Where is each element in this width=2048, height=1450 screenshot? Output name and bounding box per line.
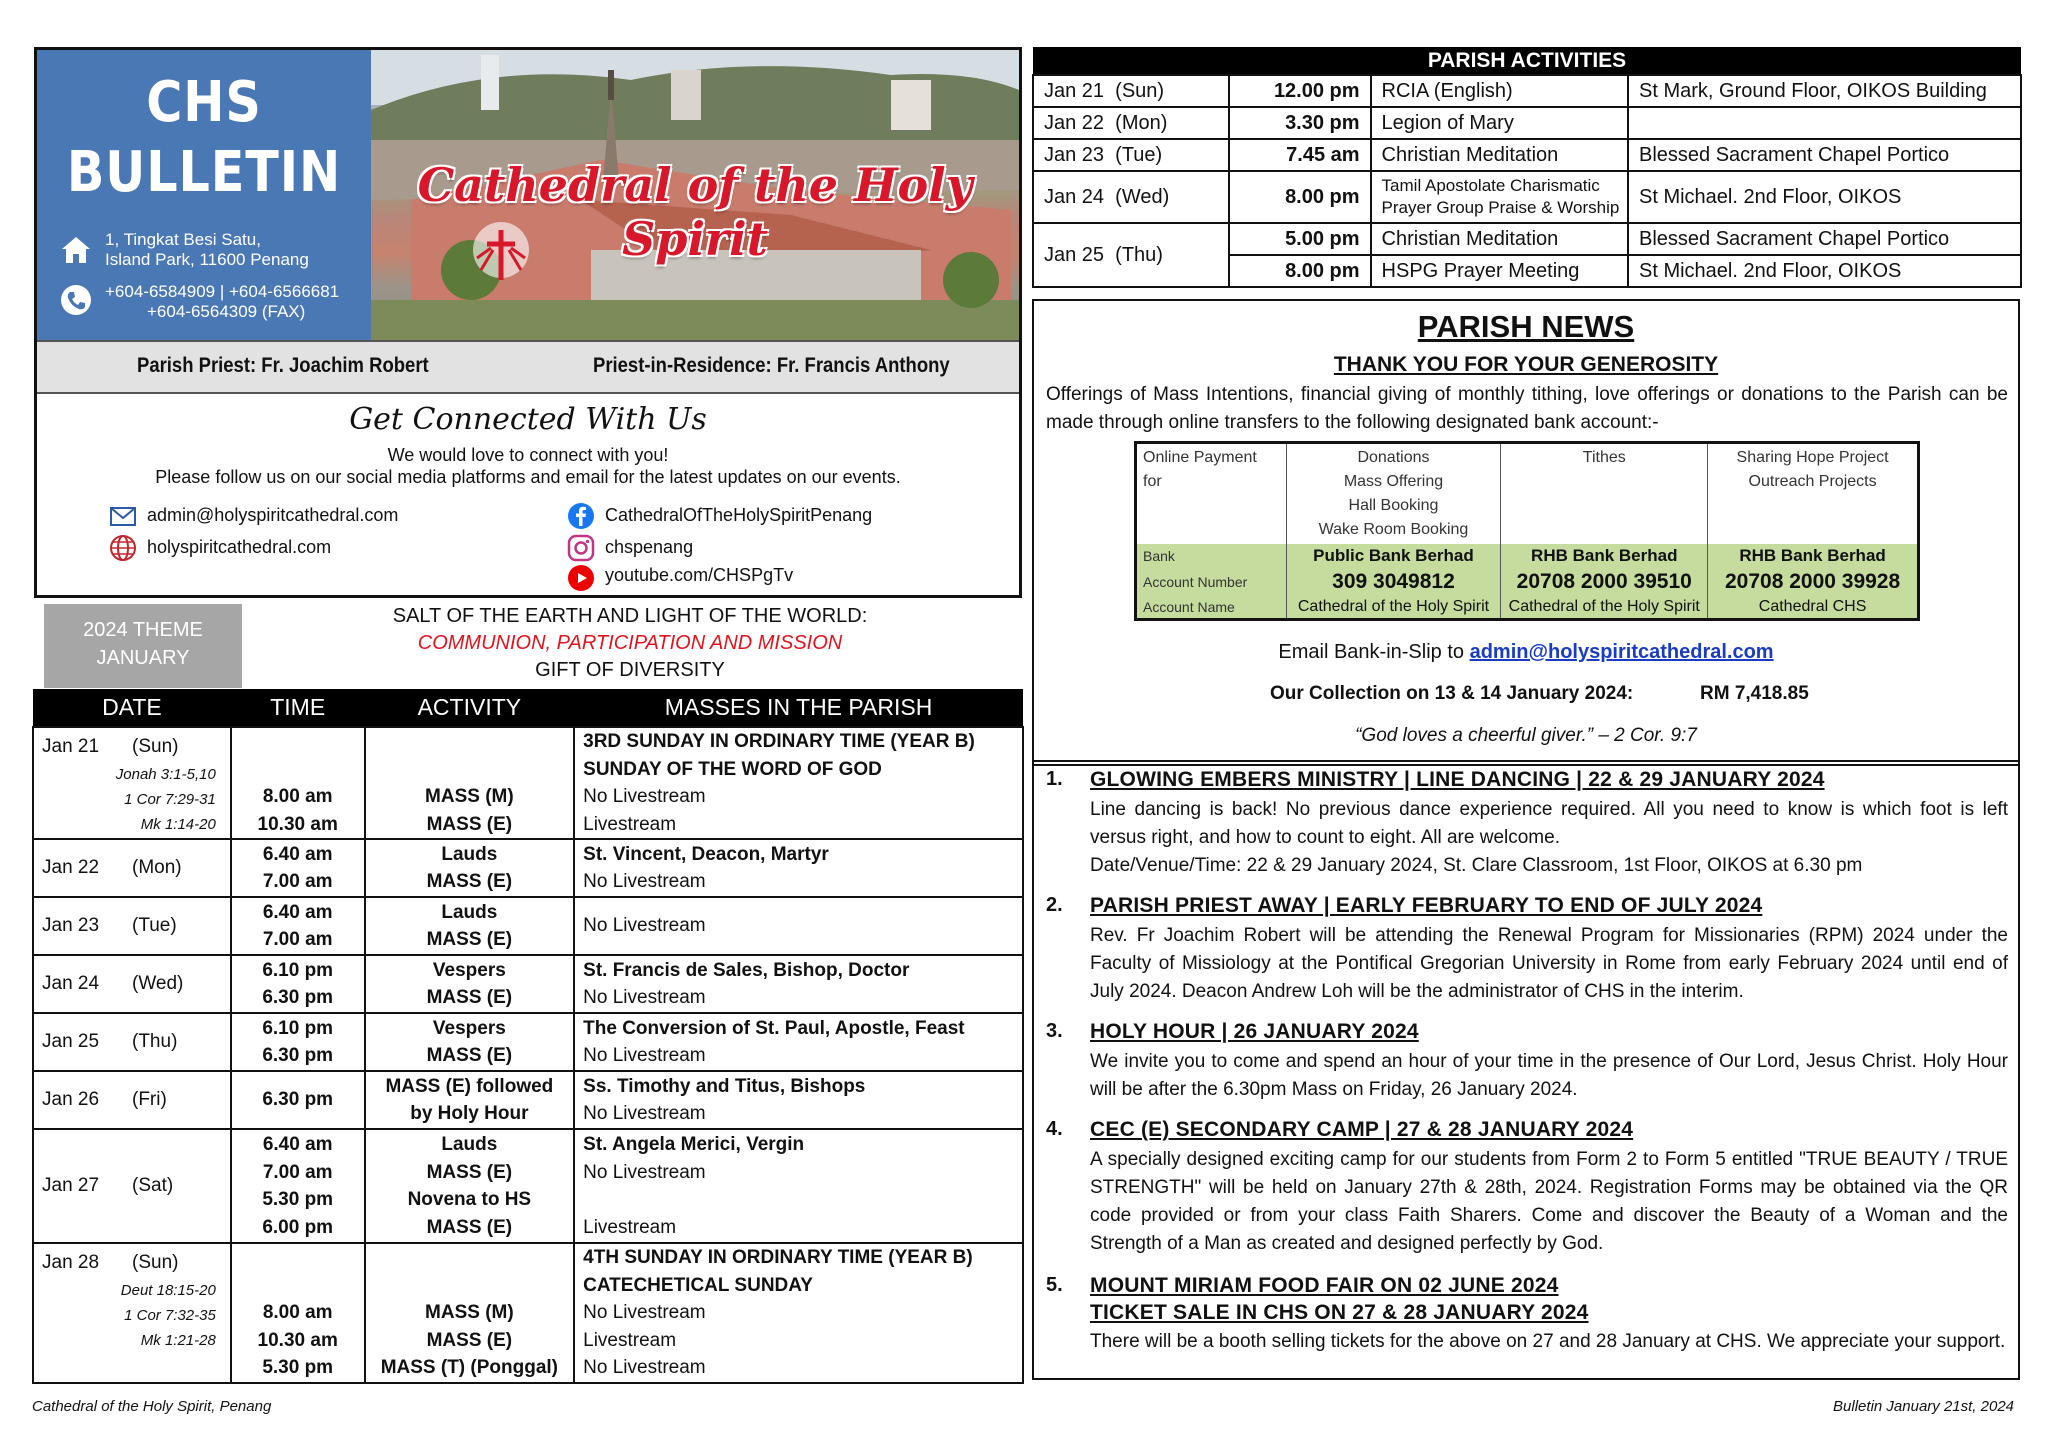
mass-row bbox=[33, 727, 1023, 839]
mass-detail: No Livestream bbox=[583, 786, 706, 807]
theme-line-1: SALT OF THE EARTH AND LIGHT OF THE WORLD: bbox=[392, 605, 868, 627]
mass-detail-cell bbox=[574, 1243, 1023, 1383]
mass-time: 6.10 pm bbox=[262, 1017, 334, 1039]
bulletin-title: CHS BULLETIN bbox=[66, 70, 342, 205]
activity-time: 8.00 pm bbox=[1229, 171, 1371, 223]
mass-detail: No Livestream bbox=[583, 987, 706, 1008]
theme-year: 2024 THEME bbox=[83, 619, 203, 641]
mass-activity: Lauds bbox=[441, 1134, 498, 1155]
mass-day: (Sun) bbox=[132, 1252, 179, 1273]
mass-time-cell bbox=[231, 1243, 365, 1383]
mass-row bbox=[33, 839, 1023, 897]
mass-detail: 3RD SUNDAY IN ORDINARY TIME (YEAR B) bbox=[583, 731, 975, 752]
mass-reading: 1 Cor 7:29-31 bbox=[124, 791, 216, 808]
cathedral-name: Cathedral of the Holy Spirit bbox=[417, 158, 973, 266]
col-header-time: TIME bbox=[231, 689, 365, 727]
purpose-col-2: Tithes bbox=[1501, 443, 1708, 545]
activity-name: Christian Meditation bbox=[1371, 223, 1628, 255]
activity-row bbox=[1033, 139, 2021, 171]
mass-activity: MASS (E) bbox=[426, 1216, 513, 1238]
item-number: 1. bbox=[1046, 768, 1063, 790]
mass-detail: No Livestream bbox=[583, 915, 706, 937]
bank-account-table bbox=[1134, 441, 1920, 621]
mass-detail-cell bbox=[574, 1129, 1023, 1243]
bank-name-1: Public Bank Berhad bbox=[1286, 544, 1501, 568]
facebook-link[interactable]: CathedralOfTheHolySpiritPenang bbox=[605, 505, 873, 525]
label-online-payment: Online Payment for bbox=[1136, 443, 1287, 545]
theme-label-box bbox=[44, 604, 242, 688]
mass-time: 10.30 am bbox=[257, 813, 338, 835]
mass-time: 6.00 pm bbox=[262, 1216, 334, 1238]
mass-time: 8.00 am bbox=[262, 786, 333, 807]
activity-name: Legion of Mary bbox=[1371, 107, 1628, 139]
mass-date: Jan 21 bbox=[42, 736, 100, 757]
mass-detail: The Conversion of St. Paul, Apostle, Feast bbox=[583, 1017, 965, 1039]
mass-time-cell bbox=[231, 955, 365, 1013]
mass-time-cell bbox=[231, 1129, 365, 1243]
activity-venue: Blessed Sacrament Chapel Portico bbox=[1628, 139, 2021, 171]
account-name-1: Cathedral of the Holy Spirit bbox=[1286, 596, 1501, 620]
item-body: We invite you to come and spend an hour of your time in the presence of Our Lord, Jesus Christ. Holy Hour will be after the 6.30pm Mass on Friday, 26 January 2024. bbox=[1090, 1051, 2008, 1100]
generosity-title: THANK YOU FOR YOUR GENEROSITY bbox=[1333, 353, 1719, 376]
activity-row bbox=[1033, 223, 2021, 255]
label-bank: Bank bbox=[1136, 544, 1287, 568]
activity-date: Jan 21 (Sun) bbox=[1033, 75, 1229, 107]
activity-time: 12.00 pm bbox=[1229, 75, 1371, 107]
mass-schedule-table bbox=[32, 689, 1024, 1384]
mass-detail: No Livestream bbox=[583, 1045, 706, 1066]
connect-title: Get Connected With Us bbox=[349, 402, 707, 437]
bank-name-2: RHB Bank Berhad bbox=[1501, 544, 1708, 568]
mass-detail: 4TH SUNDAY IN ORDINARY TIME (YEAR B) bbox=[583, 1247, 973, 1269]
mass-reading: Mk 1:14-20 bbox=[140, 816, 216, 833]
mass-date-cell bbox=[33, 955, 231, 1013]
theme-line-3: GIFT OF DIVERSITY bbox=[535, 659, 725, 681]
mass-table-body bbox=[33, 727, 1023, 1383]
activity-date: Jan 24 (Wed) bbox=[1033, 171, 1229, 223]
mass-reading: Jonah 3:1-5,10 bbox=[115, 766, 216, 783]
phone-icon bbox=[59, 283, 93, 317]
account-number-3: 20708 2000 39928 bbox=[1708, 568, 1919, 596]
account-name-2: Cathedral of the Holy Spirit bbox=[1501, 596, 1708, 620]
item-title: HOLY HOUR | 26 JANUARY 2024 bbox=[1090, 1020, 1419, 1043]
mass-date-cell bbox=[33, 1243, 231, 1383]
item-body: Line dancing is back! No previous dance experience required. All you need to know is which foot is left versus right, and how to count to eight. All are welcome. bbox=[1090, 799, 2008, 848]
mass-activity: MASS (M) bbox=[425, 1302, 514, 1324]
mass-time bbox=[240, 728, 356, 756]
youtube-icon bbox=[567, 564, 595, 592]
contact-email-link[interactable]: admin@holyspiritcathedral.com bbox=[147, 505, 399, 525]
item-number: 5. bbox=[1046, 1274, 1063, 1296]
mass-activity: MASS (E) bbox=[426, 1161, 513, 1183]
contact-website-link[interactable]: holyspiritcathedral.com bbox=[147, 537, 332, 557]
mass-time-cell bbox=[231, 839, 365, 897]
mass-activity: Lauds bbox=[441, 843, 498, 865]
mass-activity-cell bbox=[365, 1243, 575, 1383]
mass-date-cell bbox=[33, 897, 231, 955]
phone-line-2: +604-6564309 (FAX) bbox=[147, 302, 306, 321]
mass-time: 10.30 am bbox=[257, 1329, 338, 1351]
mass-row bbox=[33, 897, 1023, 955]
mass-day: (Thu) bbox=[132, 1031, 178, 1052]
mass-detail-cell bbox=[574, 727, 1023, 839]
mass-activity bbox=[374, 1244, 566, 1272]
mass-detail: No Livestream bbox=[583, 871, 706, 892]
mass-activity: MASS (E) followed bbox=[385, 1075, 554, 1097]
mass-day: (Fri) bbox=[132, 1089, 167, 1110]
mass-activity: MASS (E) bbox=[426, 1045, 513, 1066]
youtube-link[interactable]: youtube.com/CHSPgTv bbox=[605, 565, 794, 585]
mass-activity: MASS (E) bbox=[426, 871, 513, 892]
mass-detail-cell bbox=[574, 839, 1023, 897]
email-slip-line bbox=[1034, 641, 2018, 664]
item-body-detail: Date/Venue/Time: 22 & 29 January 2024, St. Clare Classroom, 1st Floor, OIKOS at 6.30 pm bbox=[1090, 855, 1863, 876]
theme-month: JANUARY bbox=[96, 647, 190, 669]
mass-reading: Deut 18:15-20 bbox=[120, 1282, 216, 1299]
mass-time: 8.00 am bbox=[262, 1302, 333, 1324]
mass-activity: Vespers bbox=[432, 959, 506, 981]
item-title: PARISH PRIEST AWAY | EARLY FEBRUARY TO END OF JULY 2024 bbox=[1090, 894, 1763, 917]
bulletin-header bbox=[34, 47, 1022, 598]
activity-name: HSPG Prayer Meeting bbox=[1371, 255, 1628, 287]
mass-date: Jan 24 bbox=[42, 973, 100, 994]
mass-time: 7.00 am bbox=[262, 1161, 333, 1183]
mass-detail: CATECHETICAL SUNDAY bbox=[583, 1274, 813, 1296]
mass-detail: SUNDAY OF THE WORD OF GOD bbox=[583, 758, 882, 780]
mass-activity-cell bbox=[365, 897, 575, 955]
mass-date-cell bbox=[33, 727, 231, 839]
theme-line-2: COMMUNION, PARTICIPATION AND MISSION bbox=[417, 632, 843, 654]
activity-time: 7.45 am bbox=[1229, 139, 1371, 171]
mass-day: (Sun) bbox=[132, 736, 179, 757]
mass-date: Jan 28 bbox=[42, 1252, 100, 1273]
col-header-date: DATE bbox=[33, 689, 231, 727]
mass-time: 6.30 pm bbox=[262, 1089, 334, 1111]
mass-date-cell bbox=[33, 1071, 231, 1129]
mass-detail: Livestream bbox=[583, 813, 677, 835]
cathedral-photo bbox=[371, 50, 1019, 340]
mass-time: 6.40 am bbox=[262, 901, 333, 923]
mass-row bbox=[33, 1013, 1023, 1071]
bank-account-number-row bbox=[1136, 568, 1919, 596]
activity-date: Jan 22 (Mon) bbox=[1033, 107, 1229, 139]
mass-activity: MASS (M) bbox=[425, 786, 514, 807]
mass-time-cell bbox=[231, 1071, 365, 1129]
globe-icon bbox=[109, 534, 137, 562]
item-body: There will be a booth selling tickets for the above on 27 and 28 January at CHS. We appreciate your support. bbox=[1090, 1331, 2006, 1352]
mass-date: Jan 26 bbox=[42, 1089, 100, 1110]
activity-venue bbox=[1628, 107, 2021, 139]
mass-table-header bbox=[33, 689, 1023, 727]
mass-reading: Mk 1:21-28 bbox=[140, 1332, 216, 1349]
mass-activity: MASS (E) bbox=[426, 929, 513, 950]
instagram-icon bbox=[567, 534, 595, 562]
mass-activity: MASS (E) bbox=[426, 1329, 513, 1351]
mass-time: 6.40 am bbox=[262, 1134, 333, 1155]
email-slip-prefix: Email Bank-in-Slip to bbox=[1278, 641, 1470, 663]
address-line-2: Island Park, 11600 Penang bbox=[105, 250, 309, 269]
mass-time-cell bbox=[231, 1013, 365, 1071]
footer-right: Bulletin January 21st, 2024 bbox=[1833, 1398, 2014, 1415]
mass-activity: MASS (E) bbox=[426, 987, 513, 1008]
item-number: 3. bbox=[1046, 1020, 1063, 1042]
connect-subtitle-2: Please follow us on our social media platforms and email for the latest updates on our events. bbox=[155, 467, 901, 487]
mass-activity: Lauds bbox=[441, 901, 498, 923]
activity-venue: St Michael. 2nd Floor, OIKOS bbox=[1628, 171, 2021, 223]
mass-time: 6.30 pm bbox=[262, 1045, 334, 1066]
purpose-col-3: Sharing Hope Project Outreach Projects bbox=[1708, 443, 1919, 545]
activity-time: 8.00 pm bbox=[1229, 255, 1371, 287]
mass-activity: MASS (E) bbox=[426, 813, 513, 835]
mass-activity-cell bbox=[365, 1013, 575, 1071]
mass-row bbox=[33, 1243, 1023, 1383]
activity-time: 5.00 pm bbox=[1229, 223, 1371, 255]
mass-detail bbox=[583, 1186, 1014, 1214]
bank-name-row bbox=[1136, 544, 1919, 568]
facebook-icon bbox=[567, 502, 595, 530]
mass-day: (Tue) bbox=[132, 915, 177, 936]
item-body: Rev. Fr Joachim Robert will be attending the Renewal Program for Missionaries (RPM) 2024 under the Faculty of Missiology at the Pontifical Gregorian University in Rome from early February 2024 until end of July 2024. Deacon Andrew Loh will be the administrator of CHS in the interim. bbox=[1090, 925, 2008, 1002]
email-icon bbox=[109, 502, 137, 530]
activity-row bbox=[1033, 75, 2021, 107]
mass-activity: Novena to HS bbox=[407, 1189, 532, 1210]
instagram-link[interactable]: chspenang bbox=[605, 537, 694, 557]
activity-venue: St Mark, Ground Floor, OIKOS Building bbox=[1628, 75, 2021, 107]
header-blue-panel bbox=[37, 50, 371, 340]
parish-priest: Parish Priest: Fr. Joachim Robert bbox=[137, 354, 429, 377]
activity-venue: St Michael. 2nd Floor, OIKOS bbox=[1628, 255, 2021, 287]
mass-time: 7.00 am bbox=[262, 871, 333, 892]
activity-venue: Blessed Sacrament Chapel Portico bbox=[1628, 223, 2021, 255]
mass-activity-cell bbox=[365, 727, 575, 839]
mass-activity: Vespers bbox=[432, 1017, 506, 1039]
activity-date: Jan 23 (Tue) bbox=[1033, 139, 1229, 171]
bank-purpose-row bbox=[1136, 443, 1919, 545]
collection-label: Our Collection on 13 & 14 January 2024: bbox=[1270, 683, 1634, 704]
mass-detail: Livestream bbox=[583, 1216, 677, 1238]
purpose-col-1: Donations Mass Offering Hall Booking Wake Room Booking bbox=[1286, 443, 1501, 545]
account-number-2: 20708 2000 39510 bbox=[1501, 568, 1708, 596]
bible-quote: “God loves a cheerful giver.” – 2 Cor. 9:7 bbox=[1355, 725, 1697, 746]
mass-detail: No Livestream bbox=[583, 1357, 706, 1379]
activity-time: 3.30 pm bbox=[1229, 107, 1371, 139]
mass-detail: Livestream bbox=[583, 1329, 677, 1351]
item-title: CEC (E) SECONDARY CAMP | 27 & 28 JANUARY 2024 bbox=[1090, 1118, 1634, 1141]
connect-subtitle-1: We would love to connect with you! bbox=[387, 445, 669, 465]
mass-detail: St. Francis de Sales, Bishop, Doctor bbox=[583, 959, 910, 981]
mass-detail: St. Angela Merici, Vergin bbox=[583, 1134, 805, 1155]
activity-name: Christian Meditation bbox=[1371, 139, 1628, 171]
activity-name: Tamil Apostolate Charismatic Prayer Group Praise & Worship bbox=[1371, 171, 1628, 223]
item-title-line-2: TICKET SALE IN CHS ON 27 & 28 JANUARY 2024 bbox=[1090, 1301, 1589, 1324]
mass-time bbox=[240, 1272, 356, 1300]
priest-bar bbox=[37, 340, 1019, 394]
mass-detail-cell bbox=[574, 955, 1023, 1013]
priest-in-residence: Priest-in-Residence: Fr. Francis Anthony bbox=[593, 354, 950, 377]
mass-date: Jan 27 bbox=[42, 1175, 100, 1196]
footer-left: Cathedral of the Holy Spirit, Penang bbox=[32, 1398, 272, 1415]
mass-row bbox=[33, 1129, 1023, 1243]
mass-activity bbox=[374, 728, 566, 756]
activity-row bbox=[1033, 107, 2021, 139]
mass-date-cell bbox=[33, 839, 231, 897]
mass-detail-cell bbox=[574, 1071, 1023, 1129]
mass-time-cell bbox=[231, 897, 365, 955]
item-number: 2. bbox=[1046, 894, 1063, 916]
mass-time: 5.30 pm bbox=[262, 1189, 334, 1210]
mass-date-cell bbox=[33, 1129, 231, 1243]
mass-activity-cell bbox=[365, 1129, 575, 1243]
item-title: MOUNT MIRIAM FOOD FAIR ON 02 JUNE 2024 bbox=[1090, 1274, 1559, 1297]
parish-news-title: PARISH NEWS bbox=[1417, 309, 1635, 344]
mass-activity-cell bbox=[365, 839, 575, 897]
mass-detail: No Livestream bbox=[583, 1161, 706, 1183]
mass-day: (Sat) bbox=[132, 1175, 174, 1196]
mass-activity-cell bbox=[365, 1071, 575, 1129]
home-icon bbox=[59, 233, 93, 267]
mass-time: 7.00 am bbox=[262, 929, 333, 950]
account-number-1: 309 3049812 bbox=[1286, 568, 1501, 596]
mass-date: Jan 22 bbox=[42, 857, 100, 878]
mass-time bbox=[240, 1244, 356, 1272]
activities-title: PARISH ACTIVITIES bbox=[1033, 47, 2021, 75]
mass-detail: No Livestream bbox=[583, 1302, 706, 1324]
mass-activity bbox=[374, 1272, 566, 1300]
account-name-3: Cathedral CHS bbox=[1708, 596, 1919, 620]
col-header-activity: ACTIVITY bbox=[365, 689, 575, 727]
mass-activity: MASS (T) (Ponggal) bbox=[380, 1357, 558, 1379]
mass-activity-cell bbox=[365, 955, 575, 1013]
email-slip-link[interactable]: admin@holyspiritcathedral.com bbox=[1469, 641, 1774, 663]
mass-activity bbox=[374, 756, 566, 784]
news-items-box bbox=[1032, 760, 2020, 1380]
mass-detail: Ss. Timothy and Titus, Bishops bbox=[583, 1075, 866, 1097]
activity-date: Jan 25 (Thu) bbox=[1033, 223, 1229, 287]
mass-reading: 1 Cor 7:32-35 bbox=[124, 1307, 216, 1324]
item-body: A specially designed exciting camp for our students from Form 2 to Form 5 entitled "TRUE BEAUTY / TRUE STRENGTH" will be held on January 27th & 28th, 2024. Registration Forms may be obtained via the QR code provided or from your class Faith Sharers. Come and discover the Beauty of a Woman and the Strength of a Man as created and designed perfectly by God. bbox=[1090, 1149, 2008, 1254]
mass-date-cell bbox=[33, 1013, 231, 1071]
item-title: GLOWING EMBERS MINISTRY | LINE DANCING | 22 & 29 JANUARY 2024 bbox=[1090, 768, 1825, 791]
phone-line-1: +604-6584909 | +604-6566681 bbox=[105, 282, 340, 301]
parish-activities-table bbox=[1032, 47, 2022, 288]
mass-date: Jan 25 bbox=[42, 1031, 100, 1052]
collection-amount: RM 7,418.85 bbox=[1700, 683, 1809, 704]
mass-time: 6.30 pm bbox=[262, 987, 334, 1008]
mass-day: (Wed) bbox=[132, 973, 184, 994]
item-number: 4. bbox=[1046, 1118, 1063, 1140]
mass-time: 5.30 pm bbox=[262, 1357, 334, 1379]
mass-row bbox=[33, 1071, 1023, 1129]
mass-detail-cell bbox=[574, 897, 1023, 955]
mass-time-cell bbox=[231, 727, 365, 839]
parish-news-box bbox=[1032, 299, 2020, 766]
mass-row bbox=[33, 955, 1023, 1013]
label-account-number: Account Number bbox=[1136, 568, 1287, 596]
mass-detail-cell bbox=[574, 1013, 1023, 1071]
mass-day: (Mon) bbox=[132, 857, 182, 878]
activity-name: RCIA (English) bbox=[1371, 75, 1628, 107]
address-line-1: 1, Tingkat Besi Satu, bbox=[105, 230, 261, 249]
mass-time bbox=[240, 756, 356, 784]
activity-row bbox=[1033, 171, 2021, 223]
mass-time: 6.10 pm bbox=[262, 959, 334, 981]
label-account-name: Account Name bbox=[1136, 596, 1287, 620]
bank-name-3: RHB Bank Berhad bbox=[1708, 544, 1919, 568]
bank-account-name-row bbox=[1136, 596, 1919, 620]
generosity-body: Offerings of Mass Intentions, financial giving of monthly tithing, love offerings or donations to the Parish can be made through online transfers to the following designated bank account:- bbox=[1046, 384, 2008, 433]
mass-time: 6.40 am bbox=[262, 843, 333, 865]
col-header-masses: MASSES IN THE PARISH bbox=[574, 689, 1023, 727]
mass-date: Jan 23 bbox=[42, 915, 100, 936]
mass-activity: by Holy Hour bbox=[410, 1103, 529, 1124]
mass-detail: No Livestream bbox=[583, 1103, 706, 1124]
mass-detail: St. Vincent, Deacon, Martyr bbox=[583, 843, 829, 865]
